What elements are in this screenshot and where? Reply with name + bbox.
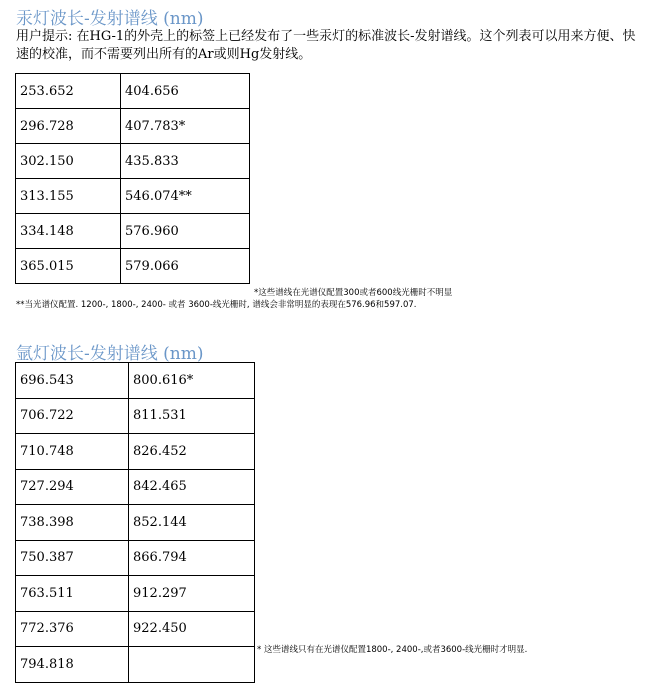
wavelength-cell: 546.074**	[121, 179, 250, 214]
table-row	[16, 214, 250, 249]
wavelength-cell: 826.452	[129, 434, 255, 470]
argon-wavelength-table	[15, 362, 255, 683]
mercury-note-2: **当光谱仪配置. 1200-, 1800-, 2400- 或者 3600-线光栅时, 谱线会非常明显的表现在576.96和597.07.	[16, 300, 417, 310]
mercury-note-1: *这些谱线在光谱仪配置300或者600线光栅时不明显	[254, 288, 453, 298]
wavelength-cell: 706.722	[16, 398, 129, 434]
table-row	[16, 611, 255, 647]
table-row	[16, 179, 250, 214]
wavelength-cell: 404.656	[121, 74, 250, 109]
table-row	[16, 109, 250, 144]
table-row	[16, 398, 255, 434]
table-row	[16, 363, 255, 399]
table-row	[16, 144, 250, 179]
wavelength-cell: 365.015	[16, 249, 121, 284]
table-row	[16, 647, 255, 683]
wavelength-cell: 334.148	[16, 214, 121, 249]
wavelength-cell: 800.616*	[129, 363, 255, 399]
wavelength-cell	[129, 647, 255, 683]
wavelength-cell: 912.297	[129, 576, 255, 612]
mercury-section-title: 汞灯波长-发射谱线 (nm)	[16, 9, 204, 29]
wavelength-cell: 302.150	[16, 144, 121, 179]
table-row	[16, 249, 250, 284]
wavelength-cell: 253.652	[16, 74, 121, 109]
argon-section-title: 氩灯波长-发射谱线 (nm)	[16, 344, 204, 364]
table-row	[16, 576, 255, 612]
table-row	[16, 469, 255, 505]
wavelength-cell: 866.794	[129, 540, 255, 576]
table-row	[16, 540, 255, 576]
wavelength-cell: 750.387	[16, 540, 129, 576]
wavelength-cell: 727.294	[16, 469, 129, 505]
wavelength-cell: 794.818	[16, 647, 129, 683]
wavelength-cell: 579.066	[121, 249, 250, 284]
table-row	[16, 74, 250, 109]
wavelength-cell: 313.155	[16, 179, 121, 214]
wavelength-cell: 696.543	[16, 363, 129, 399]
wavelength-cell: 811.531	[129, 398, 255, 434]
wavelength-cell: 922.450	[129, 611, 255, 647]
wavelength-cell: 772.376	[16, 611, 129, 647]
wavelength-cell: 710.748	[16, 434, 129, 470]
wavelength-cell: 435.833	[121, 144, 250, 179]
wavelength-cell: 852.144	[129, 505, 255, 541]
wavelength-cell: 842.465	[129, 469, 255, 505]
wavelength-cell: 296.728	[16, 109, 121, 144]
wavelength-cell: 738.398	[16, 505, 129, 541]
wavelength-cell: 576.960	[121, 214, 250, 249]
table-row	[16, 434, 255, 470]
mercury-wavelength-table	[15, 73, 250, 284]
wavelength-cell: 763.511	[16, 576, 129, 612]
wavelength-cell: 407.783*	[121, 109, 250, 144]
argon-note: * 这些谱线只有在光谱仪配置1800-, 2400-,或者3600-线光栅时才明显.	[257, 645, 528, 655]
user-hint-text: 用户提示: 在HG-1的外壳上的标签上已经发布了一些汞灯的标准波长-发射谱线。这个列表可以用来方便、快速的校准，而不需要列出所有的Ar或则Hg发射线。	[16, 29, 636, 62]
table-row	[16, 505, 255, 541]
